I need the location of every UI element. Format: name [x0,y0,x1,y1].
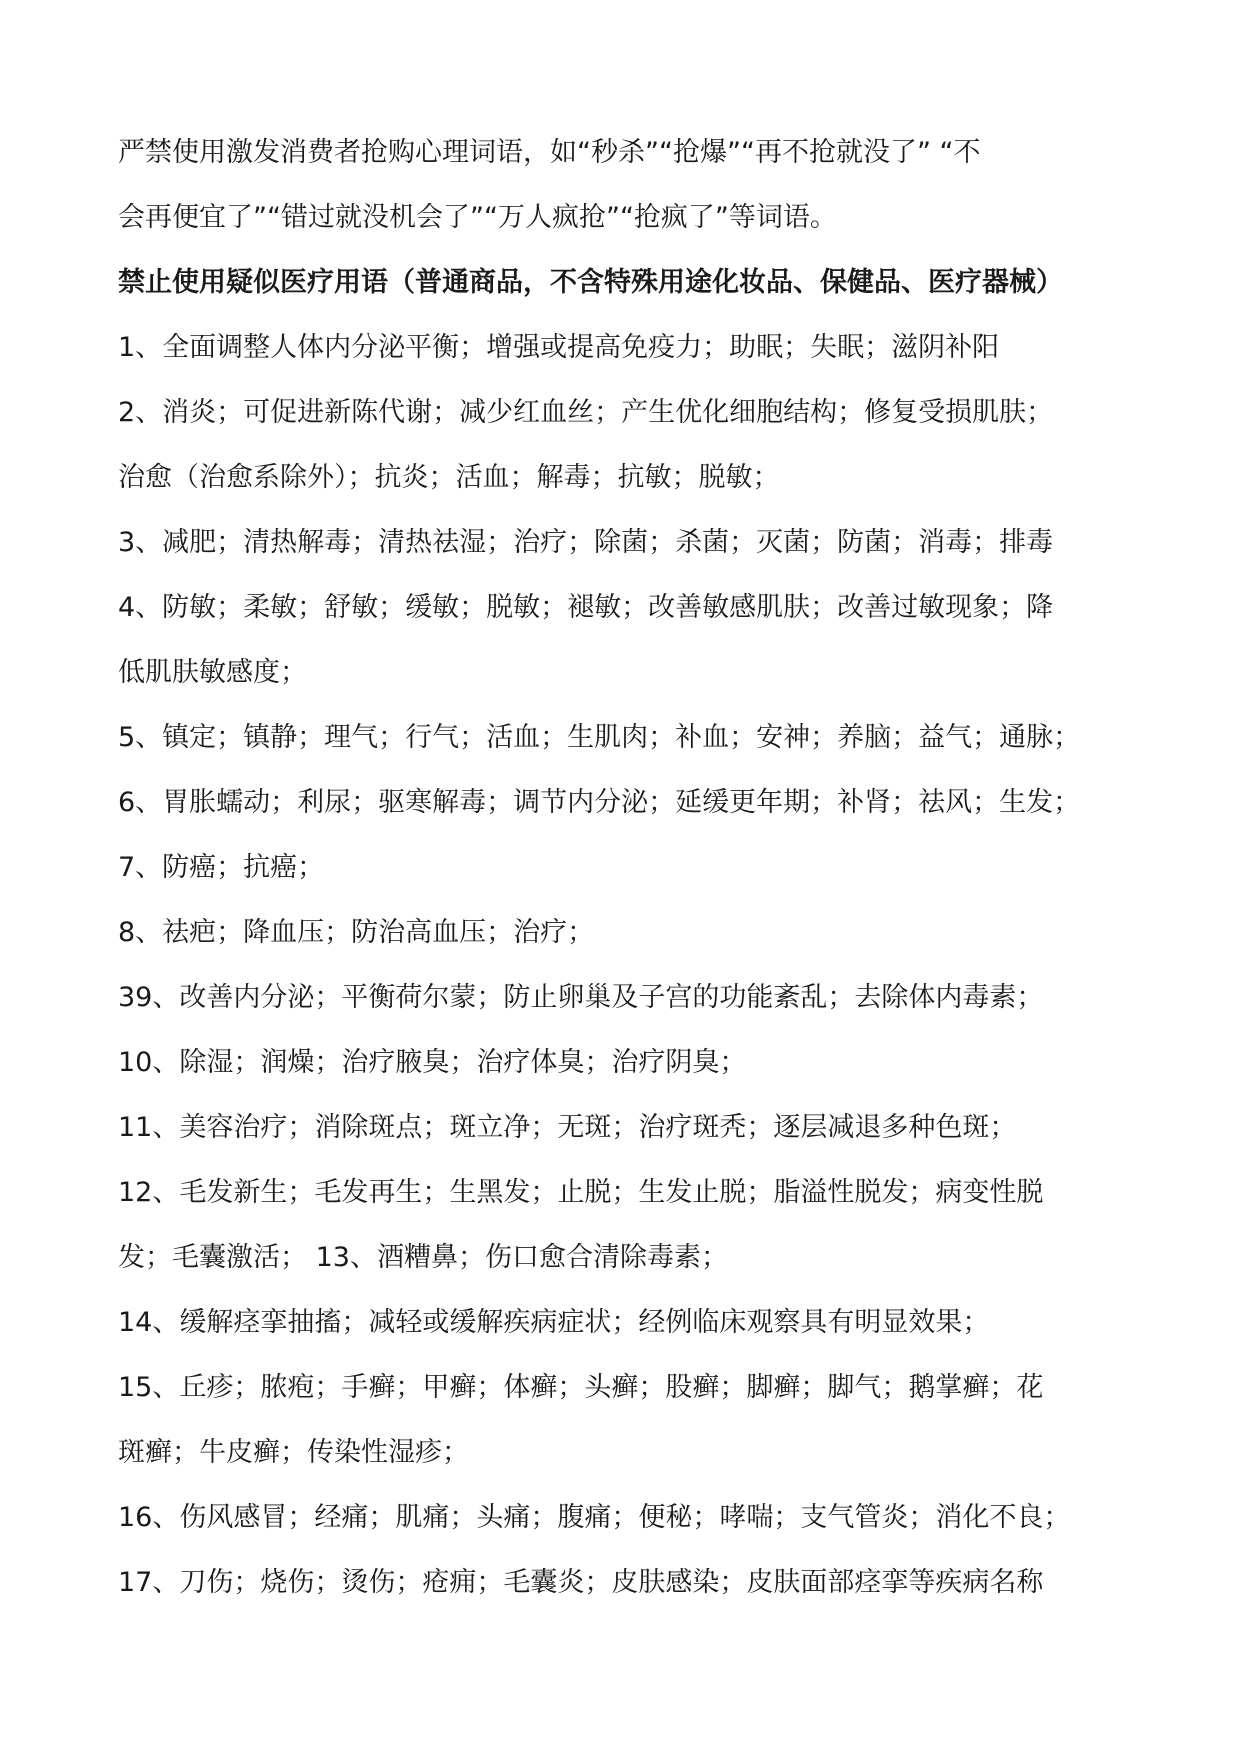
text-line: 斑癣；牛皮癣；传染性湿疹； [118,1437,469,1468]
document-page [118,120,1138,1615]
text-line: 11、美容治疗；消除斑点；斑立净；无斑；治疗斑秃；逐层减退多种色斑； [118,1112,1017,1143]
text-line: 2、消炎；可促进新陈代谢；减少红血丝；产生优化细胞结构；修复受损肌肤； [118,397,1054,428]
text-line: 3、减肥；清热解毒；清热祛湿；治疗；除菌；杀菌；灭菌；防菌；消毒；排毒 [118,527,1054,558]
text-line: 14、缓解痉挛抽搐；减轻或缓解疾病症状；经例临床观察具有明显效果； [118,1307,990,1338]
text-line: 6、胃胀蠕动；利尿；驱寒解毒；调节内分泌；延缓更年期；补肾；祛风；生发； [118,787,1081,818]
text-line: 10、除湿；润燥；治疗腋臭；治疗体臭；治疗阴臭； [118,1047,747,1078]
text-line: 低肌肤敏感度； [118,657,307,688]
text-line: 39、改善内分泌；平衡荷尔蒙；防止卵巢及子宫的功能紊乱；去除体内毒素； [118,982,1044,1013]
text-line: 治愈（治愈系除外）；抗炎；活血；解毒；抗敏；脱敏； [118,462,780,493]
text-line: 7、防癌；抗癌； [118,852,325,883]
text-line: 4、防敏；柔敏；舒敏；缓敏；脱敏；褪敏；改善敏感肌肤；改善过敏现象；降 [118,592,1054,623]
text-line: 8、祛疤；降血压；防治高血压；治疗； [118,917,595,948]
text-line: 17、刀伤；烧伤；烫伤；疮痈；毛囊炎；皮肤感染；皮肤面部痉挛等疾病名称 [118,1567,1044,1598]
text-line: 5、镇定；镇静；理气；行气；活血；生肌肉；补血；安神；养脑；益气；通脉； [118,722,1081,753]
text-line: 会再便宜了”“错过就没机会了”“万人疯抢”“抢疯了”等词语。 [118,202,837,233]
section-heading: 禁止使用疑似医疗用语（普通商品，不含特殊用途化妆品、保健品、医疗器械） [118,267,1063,298]
text-line: 12、毛发新生；毛发再生；生黑发；止脱；生发止脱；脂溢性脱发；病变性脱 [118,1177,1044,1208]
text-line: 发；毛囊激活； 13、酒糟鼻；伤口愈合清除毒素； [118,1242,728,1273]
text-line: 1、全面调整人体内分泌平衡；增强或提高免疫力；助眠；失眠；滋阴补阳 [118,332,1000,363]
text-line: 严禁使用激发消费者抢购心理词语，如“秒杀”“抢爆”“再不抢就没了” “不 [118,137,981,168]
text-line: 16、伤风感冒；经痛；肌痛；头痛；腹痛；便秘；哮喘；支气管炎；消化不良； [118,1502,1071,1533]
text-line: 15、丘疹；脓疱；手癣；甲癣；体癣；头癣；股癣；脚癣；脚气；鹅掌癣；花 [118,1372,1044,1403]
